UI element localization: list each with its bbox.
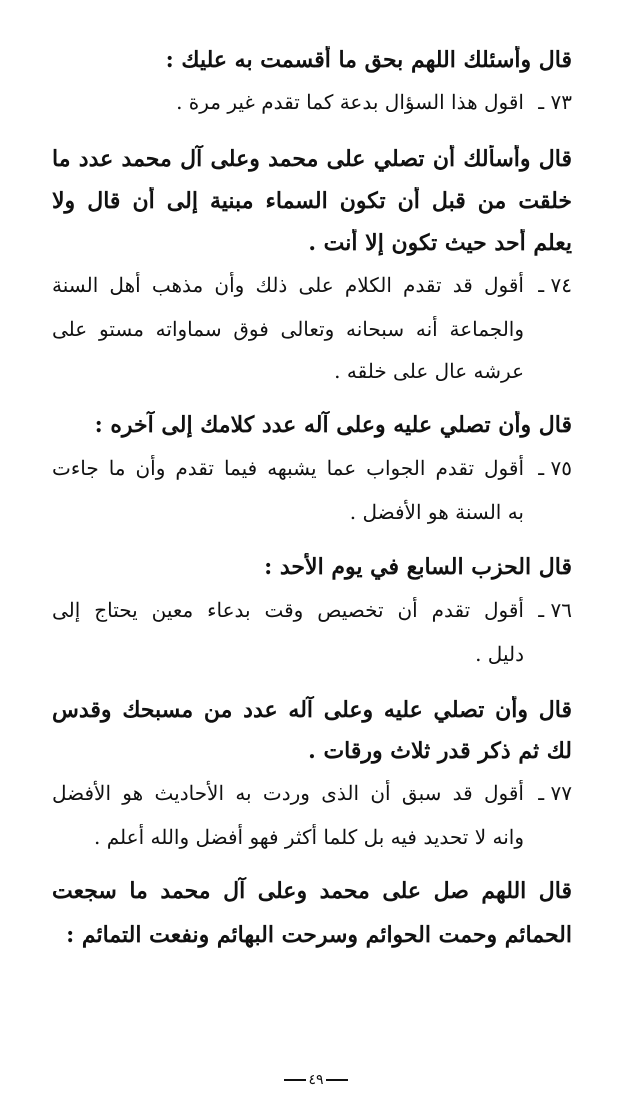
answer-line: أقول قد تقدم الكلام على ذلك وأن مذهب أهل السنة bbox=[52, 273, 524, 297]
answer-line: به السنة هو الأفضل . bbox=[349, 500, 524, 524]
item-number: ٧٥ ـ bbox=[538, 456, 572, 480]
quote-line: قال وأن تصلي عليه وعلى آله عدد من مسبحك وقدس bbox=[52, 697, 572, 723]
quote-line: يعلم أحد حيث تكون إلا أنت . bbox=[308, 230, 572, 256]
footer-rule-right bbox=[326, 1079, 348, 1081]
item-number: ٧٦ ـ bbox=[538, 598, 572, 622]
item-number: ٧٣ ـ bbox=[538, 90, 572, 114]
quote-line: خلقت من قبل أن تكون السماء مبنية إلى أن قال ولا bbox=[52, 188, 572, 214]
quote-line: قال الحزب السابع في يوم الأحد : bbox=[264, 554, 572, 580]
answer-line: وانه لا تحديد فيه بل كلما أكثر فهو أفضل والله أعلم . bbox=[93, 825, 524, 849]
item-number: ٧٧ ـ bbox=[538, 781, 572, 805]
answer-line: أقول قد سبق أن الذى وردت به الأحاديث هو الأفضل bbox=[52, 781, 524, 805]
answer-line: دليل . bbox=[475, 642, 524, 666]
page-number-footer bbox=[0, 1073, 632, 1087]
quote-line: قال اللهم صل على محمد وعلى آل محمد ما سجعت bbox=[52, 878, 572, 904]
quote-line: الحمائم وحمت الحوائم وسرحت البهائم ونفعت التمائم : bbox=[66, 922, 572, 948]
quote-line: قال وأسألك أن تصلي على محمد وعلى آل محمد عدد ما bbox=[52, 146, 572, 172]
answer-line: أقول تقدم أن تخصيص وقت بدعاء معين يحتاج إلى bbox=[52, 598, 524, 622]
page-number: ٤٩ bbox=[308, 1072, 324, 1088]
quote-line: لك ثم ذكر قدر ثلاث ورقات . bbox=[308, 738, 572, 764]
quote-line: قال وأن تصلي عليه وعلى آله عدد كلامك إلى آخره : bbox=[94, 412, 572, 438]
footer-rule-left bbox=[284, 1079, 306, 1081]
answer-line: والجماعة أنه سبحانه وتعالى فوق سماواته مستو على bbox=[52, 317, 524, 341]
item-number: ٧٤ ـ bbox=[538, 273, 572, 297]
answer-line: اقول هذا السؤال بدعة كما تقدم غير مرة . bbox=[176, 90, 524, 114]
quote-line: قال وأسئلك اللهم بحق ما أقسمت به عليك : bbox=[165, 47, 572, 73]
answer-line: عرشه عال على خلقه . bbox=[334, 359, 524, 383]
answer-line: أقول تقدم الجواب عما يشبهه فيما تقدم وأن ما جاءت bbox=[52, 456, 524, 480]
